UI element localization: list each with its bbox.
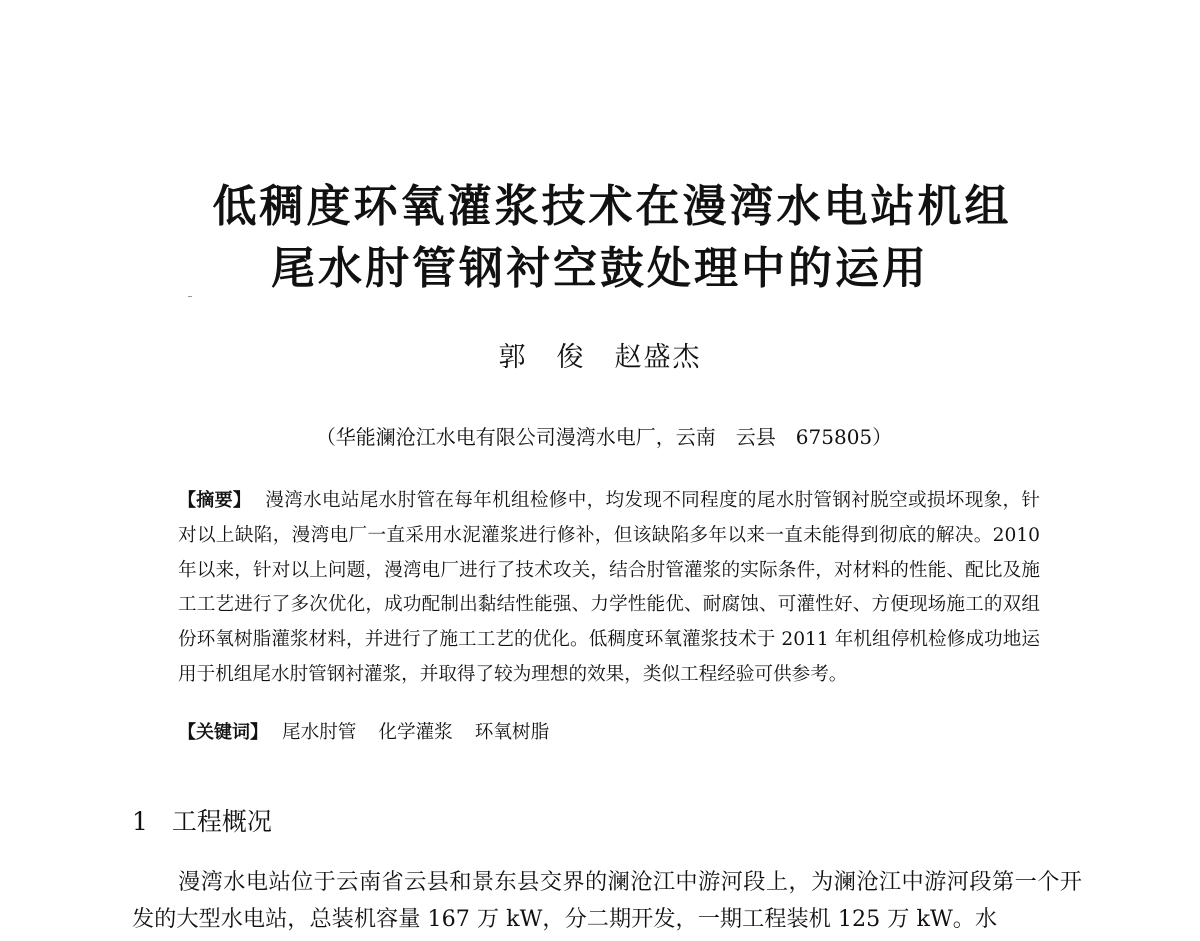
section-paragraph: 漫湾水电站位于云南省云县和景东县交界的澜沧江中游河段上，为澜沧江中游河段第一个开发的大型水电站，总装机容量 167 万 kW，分二期开发，一期工程装机 125 万 kW。水 bbox=[132, 869, 1082, 932]
authors: 郭 俊 赵盛杰 bbox=[498, 342, 702, 373]
section-number: 1 bbox=[132, 807, 148, 836]
abstract-label: 【摘要】 bbox=[178, 490, 252, 511]
section-title: 工程概况 bbox=[171, 807, 272, 836]
keyword-item: 环氧树脂 bbox=[474, 722, 550, 743]
body-paragraph bbox=[132, 864, 1082, 938]
affiliation: （华能澜沧江水电有限公司漫湾水电厂，云南 云县 675805） bbox=[315, 425, 893, 449]
keywords bbox=[178, 716, 571, 750]
keyword-item: 化学灌浆 bbox=[378, 722, 453, 743]
keywords-label: 【关键词】 bbox=[178, 722, 268, 743]
scan-speck bbox=[188, 296, 192, 297]
abstract bbox=[178, 484, 1040, 693]
abstract-text: 漫湾水电站尾水肘管在每年机组检修中，均发现不同程度的尾水肘管钢衬脱空或损坏现象，针对以上缺陷，漫湾电厂一直采用水泥灌浆进行修补，但该缺陷多年以来一直未能得到彻底的解决。2010 年以来，针对以上问题，漫湾电厂进行了技术攻关，结合肘管灌浆的实际条件，对材料的性能、配比及施工工艺进行了多次优化，成功配制出黏结性能强、力学性能优、耐腐蚀、可灌性好、方便现场施工的双组份环氧树脂灌浆材料，并进行了施工工艺的优化。低稠度环氧灌浆技术于 2011 年机组停机检修成功地运用于机组尾水肘管钢衬灌浆，并取得了较为理想的效果，类似工程经验可供参考。 bbox=[178, 490, 1040, 685]
paper-title-line-1: 低稠度环氧灌浆技术在漫湾水电站机组 bbox=[212, 181, 1012, 232]
keyword-item: 尾水肘管 bbox=[282, 722, 357, 743]
section-heading bbox=[132, 804, 272, 840]
paper-title-line-2: 尾水肘管钢衬空鼓处理中的运用 bbox=[271, 243, 929, 294]
